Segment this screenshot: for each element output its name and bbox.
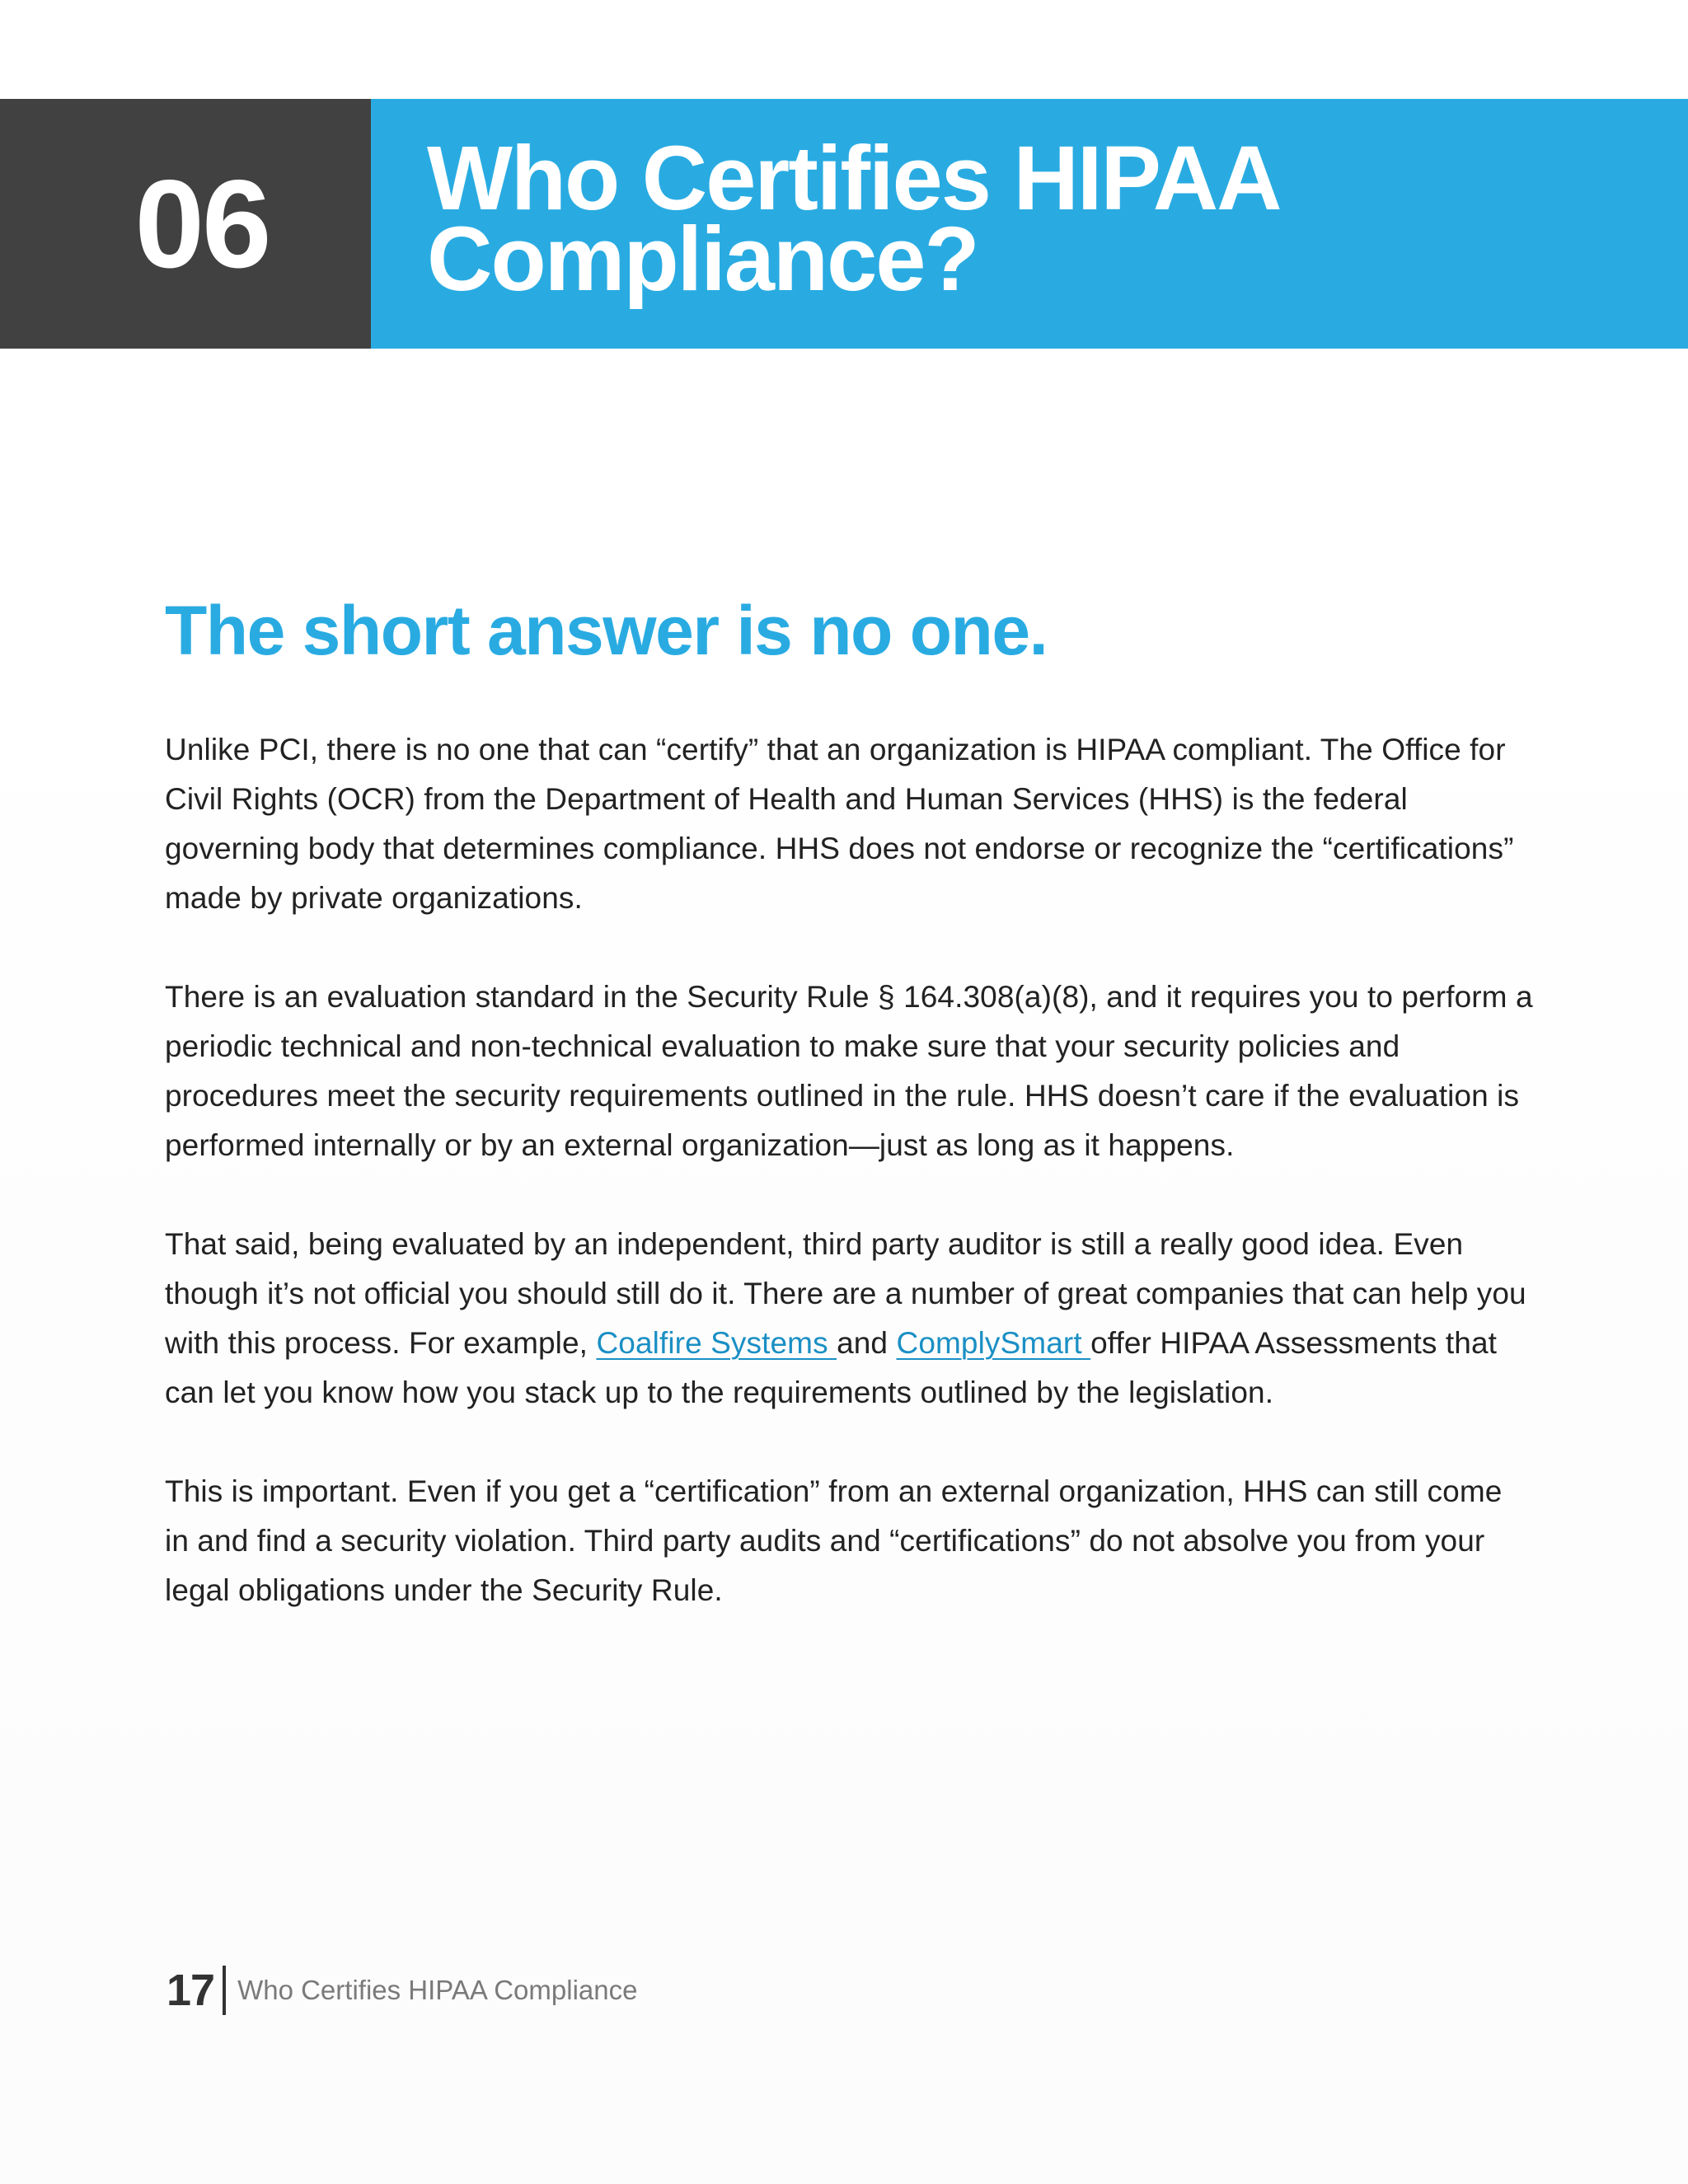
- page-number: 17: [166, 1966, 215, 2015]
- paragraph-1: Unlike PCI, there is no one that can “certify” that an organization is HIPAA compliant. The Office for Civil Rights (OCR) from the Department of Health and Human Services (HHS) is the federal governing body that determines compliance. HHS does not endorse or recognize the “certifications” made by private organizations.: [165, 733, 1514, 915]
- footer-divider: [223, 1966, 226, 2015]
- chapter-number-block: [0, 99, 371, 349]
- paragraph-2: There is an evaluation standard in the Security Rule § 164.308(a)(8), and it requires you to perform a periodic technical and non-technical evaluation to make sure that your security policies and procedures meet the security requirements outlined in the rule. HHS doesn’t care if the evaluation is performed internally or by an external organization—just as long as it happens.: [165, 980, 1533, 1162]
- paragraph-3-text-before: That said, being evaluated by an independent, third party auditor is still a really good idea. Even though it’s not official you should still do it. There are a number of great companies that can help you with this process. For example,: [165, 1227, 1526, 1360]
- chapter-title: Who Certifies HIPAA Compliance?: [427, 128, 1278, 310]
- chapter-number: 06: [134, 153, 270, 294]
- main-content: [165, 585, 1533, 1665]
- chapter-header: [0, 99, 1688, 349]
- paragraph-4: This is important. Even if you get a “certification” from an external organization, HHS can still come in and find a security violation. Third party audits and “certifications” do not absolve you from your legal obligations under the Security Rule.: [165, 1474, 1503, 1607]
- section-heading: The short answer is no one.: [165, 592, 1048, 669]
- paragraph-3: [165, 1220, 1533, 1418]
- complysmart-link[interactable]: ComplySmart: [896, 1326, 1091, 1360]
- coalfire-systems-link[interactable]: Coalfire Systems: [596, 1326, 837, 1360]
- chapter-title-block: [371, 99, 1688, 349]
- paragraph-3-text-after: offer HIPAA Assessments that can let you know how you stack up to the requirements outlined by the legislation.: [165, 1326, 1498, 1409]
- paragraph-3-text-middle: and: [837, 1326, 897, 1360]
- page-footer: [166, 1964, 637, 2017]
- footer-label: Who Certifies HIPAA Compliance: [237, 1975, 638, 2005]
